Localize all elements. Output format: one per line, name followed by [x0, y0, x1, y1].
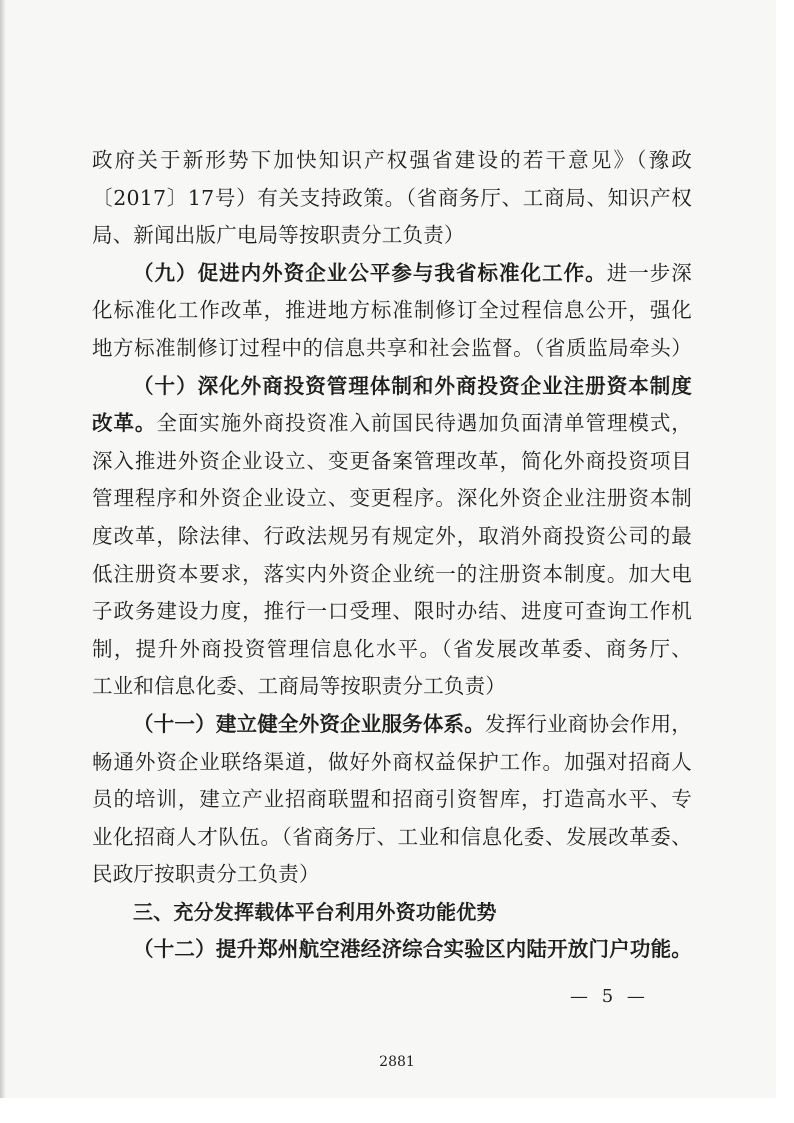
body-text: 低注册资本要求，落实内外资企业统一的注册资本制度。加大电 [92, 561, 692, 586]
body-text: 制，提升外商投资管理信息化水平。（省发展改革委、商务厅、 [92, 636, 692, 661]
body-text: 子政务建设力度，推行一口受理、限时办结、进度可查询工作机 [92, 599, 692, 624]
text-line [92, 556, 692, 594]
clause-title: （十一）建立健全外资企业服务体系。 [133, 711, 485, 736]
document-body [92, 142, 692, 969]
clause-title: 改革。 [92, 411, 157, 436]
body-text: 深入推进外资企业设立、变更备案管理改革，简化外商投资项目 [92, 448, 692, 473]
text-line [92, 255, 692, 293]
text-line [92, 180, 692, 218]
page-number: — 5 — [570, 986, 649, 1007]
body-text: 业化招商人才队伍。（省商务厅、工业和信息化委、发展改革委、 [92, 824, 692, 849]
clause-title: （十）深化外商投资管理体制和外商投资企业注册资本制度 [133, 373, 692, 398]
body-text: 全面实施外商投资准入前国民待遇加负面清单管理模式， [156, 411, 692, 436]
clause-title: （九）促进内外资企业公平参与我省标准化工作。 [133, 260, 607, 285]
text-line [92, 856, 692, 894]
body-text: 化标准化工作改革，推进地方标准制修订全过程信息公开，强化 [92, 298, 692, 323]
text-line [92, 443, 692, 481]
text-line [92, 819, 692, 857]
text-line [92, 292, 692, 330]
text-line [92, 593, 692, 631]
body-text: 员的培训，建立产业招商联盟和招商引资智库，打造高水平、专 [92, 787, 692, 812]
text-line [92, 706, 692, 744]
body-text: 度改革，除法律、行政法规另有规定外，取消外商投资公司的最 [92, 523, 692, 548]
body-text: 进一步深 [606, 260, 692, 285]
text-line [92, 217, 692, 255]
text-line [92, 330, 692, 368]
body-text: 局、新闻出版广电局等按职责分工负责） [92, 223, 465, 248]
body-text: 民政厅按职责分工负责） [92, 862, 320, 887]
text-line [92, 631, 692, 669]
body-text: 畅通外资企业联络渠道，做好外商权益保护工作。加强对招商人 [92, 749, 692, 774]
clause-title: （十二）提升郑州航空港经济综合实验区内陆开放门户功能。 [133, 937, 692, 962]
scan-margin [776, 0, 794, 1098]
body-text: 地方标准制修订过程中的信息共享和社会监督。（省质监局牵头） [92, 335, 692, 360]
text-line [92, 744, 692, 782]
text-line [92, 368, 692, 406]
section-heading: 三、充分发挥载体平台利用外资功能优势 [133, 899, 497, 924]
body-text: 发挥行业商协会作用， [484, 711, 692, 736]
text-line [92, 405, 692, 443]
body-text: 〔2017〕17号）有关支持政策。（省商务厅、工商局、知识产权 [92, 185, 692, 210]
body-text: 政府关于新形势下加快知识产权强省建设的若干意见》（豫政 [92, 148, 692, 172]
archive-number: 2881 [379, 1054, 415, 1070]
text-line [92, 931, 692, 969]
text-line [92, 894, 692, 932]
text-line [92, 668, 692, 706]
text-line [92, 480, 692, 518]
text-line [92, 142, 692, 180]
body-text: 管理程序和外资企业设立、变更程序。深化外资企业注册资本制 [92, 486, 692, 511]
body-text: 工业和信息化委、工商局等按职责分工负责） [92, 674, 506, 699]
text-line [92, 518, 692, 556]
page-edge-shadow [0, 0, 6, 1098]
text-line [92, 781, 692, 819]
